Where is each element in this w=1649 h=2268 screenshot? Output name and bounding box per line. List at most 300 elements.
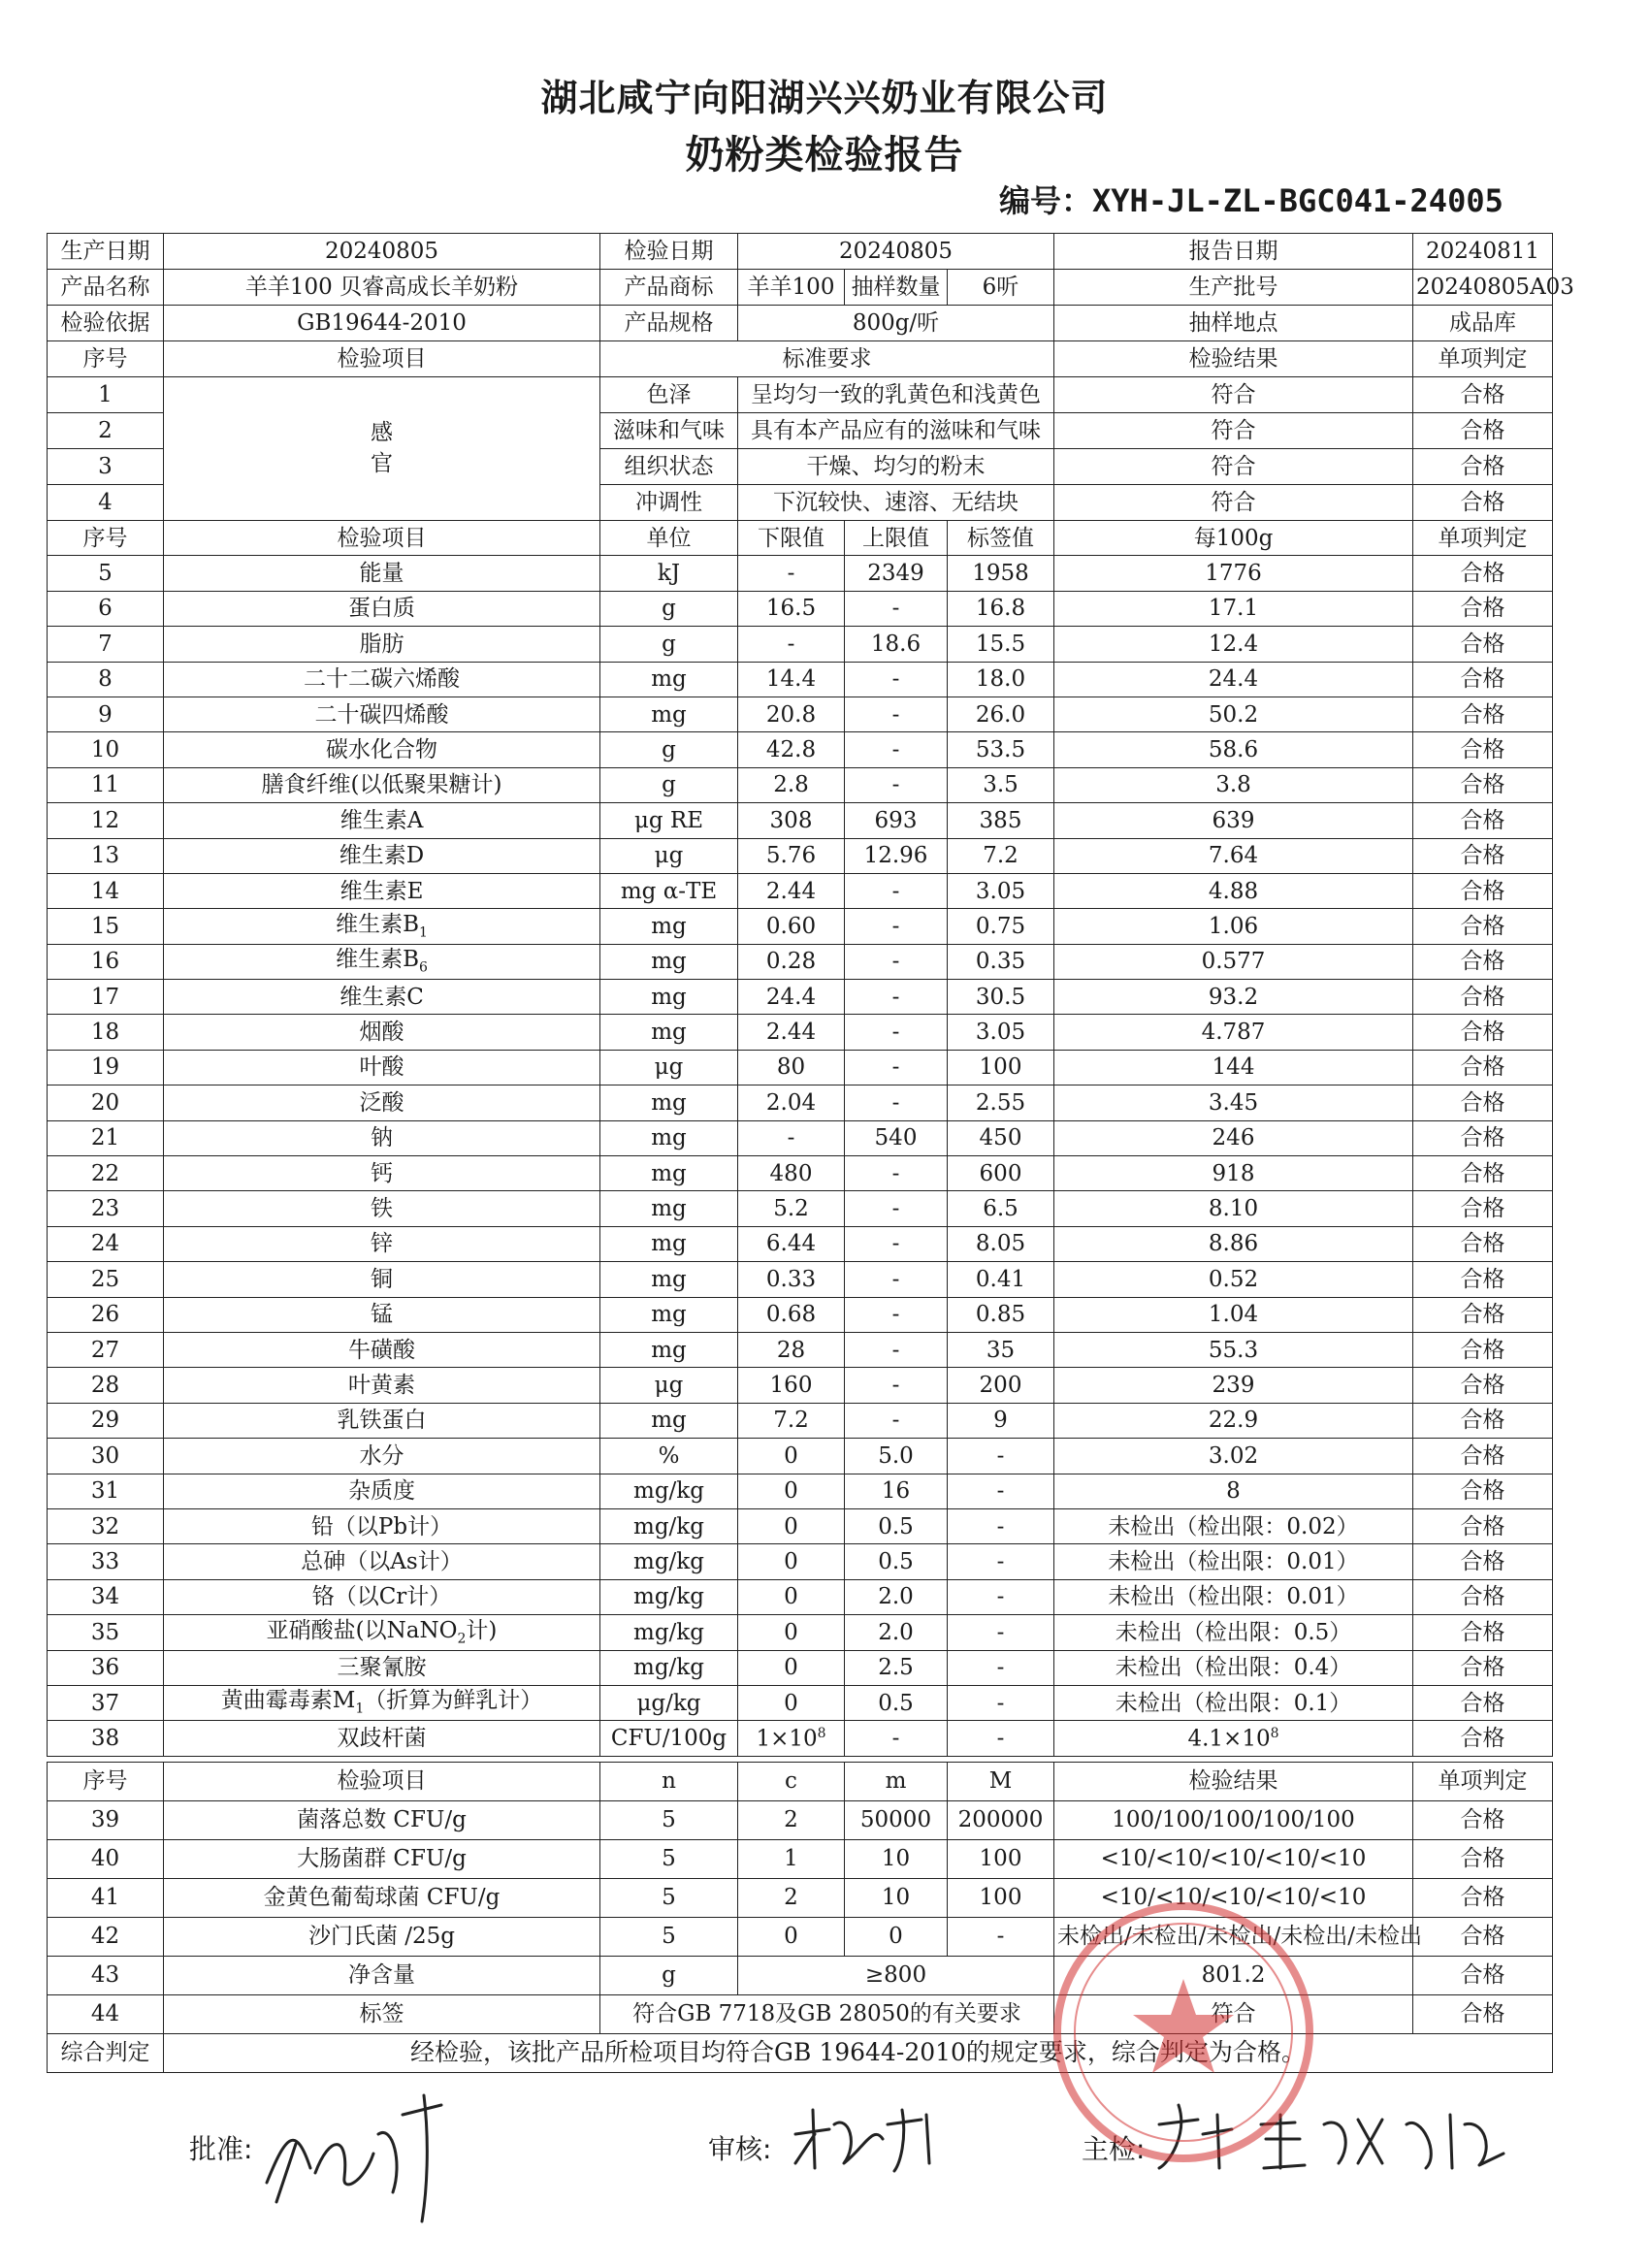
sensory-result: 符合 <box>1054 377 1413 413</box>
nutrient-lower <box>738 980 845 1015</box>
nutrient-per100 <box>1054 697 1413 731</box>
nutrient-row <box>48 1474 1553 1508</box>
nutrient-lower-text: 308 <box>769 807 813 833</box>
sensory-row <box>48 377 1553 413</box>
nutrient-no: 6 <box>48 591 164 626</box>
nutrient-lower-text: - <box>787 631 795 657</box>
nutrient-unit: mg/kg <box>600 1615 738 1650</box>
nutrient-row <box>48 1685 1553 1720</box>
nutrient-per100 <box>1054 1050 1413 1085</box>
nutrient-per100 <box>1054 1508 1413 1543</box>
nutrient-unit: CFU/100g <box>600 1721 738 1756</box>
nutrient-lower <box>738 1650 845 1685</box>
micro-row <box>48 1879 1553 1918</box>
micro-verdict: 合格 <box>1413 1801 1553 1840</box>
nutrient-lower <box>738 873 845 908</box>
inspector-label: 主检: <box>1082 2133 1146 2165</box>
micro-M: 200000 <box>948 1801 1054 1840</box>
nutrient-lower-text: 20.8 <box>765 701 817 728</box>
nutrient-verdict: 合格 <box>1413 732 1553 767</box>
nutrient-label-value: - <box>948 1508 1054 1543</box>
micro-header-M: M <box>948 1763 1054 1801</box>
nutrient-no: 34 <box>48 1579 164 1614</box>
production-date-label: 生产日期 <box>48 234 164 270</box>
nutrient-item-text: 黄曲霉毒素M <box>220 1688 356 1714</box>
sensory-attr: 冲调性 <box>600 485 738 521</box>
nutrient-verdict: 合格 <box>1413 627 1553 662</box>
nutrient-lower <box>738 1368 845 1403</box>
nutrient-lower-text: 28 <box>776 1337 806 1363</box>
nutrient-item <box>164 1120 600 1155</box>
nutrient-per100 <box>1054 1474 1413 1508</box>
nutrient-label-value: 3.05 <box>948 873 1054 908</box>
sensory-header-standard: 标准要求 <box>600 341 1054 377</box>
nutrient-row <box>48 1615 1553 1650</box>
nutrient-no: 36 <box>48 1650 164 1685</box>
micro-m: 50000 <box>845 1801 948 1840</box>
nutrient-label-value: 600 <box>948 1156 1054 1191</box>
nutrient-item <box>164 1262 600 1297</box>
nutrient-upper: - <box>845 732 948 767</box>
nutrient-per100-text: 918 <box>1212 1160 1255 1186</box>
sensory-header-no: 序号 <box>48 341 164 377</box>
nutrient-row <box>48 838 1553 873</box>
nutrient-header-lower: 下限值 <box>738 521 845 556</box>
nutrient-item <box>164 1085 600 1120</box>
labeling-item: 标签 <box>164 1995 600 2034</box>
nutrient-upper: - <box>845 767 948 802</box>
nutrient-unit: mg <box>600 909 738 944</box>
nutrient-verdict: 合格 <box>1413 767 1553 802</box>
nutrient-lower-text: 0 <box>784 1584 798 1610</box>
nutrient-row <box>48 1439 1553 1474</box>
nutrient-row <box>48 1226 1553 1261</box>
nutrient-upper: - <box>845 1050 948 1085</box>
nutrient-upper: 12.96 <box>845 838 948 873</box>
nutrient-item-subscript: 2 <box>457 1631 467 1647</box>
nutrient-unit: mg <box>600 1191 738 1226</box>
nutrient-per100 <box>1054 1615 1413 1650</box>
net-content-row <box>48 1957 1553 1995</box>
nutrient-upper: - <box>845 1368 948 1403</box>
nutrient-lower-text: 14.4 <box>765 666 817 693</box>
nutrient-lower-text: 80 <box>776 1054 806 1081</box>
micro-no: 40 <box>48 1840 164 1879</box>
nutrient-upper: - <box>845 980 948 1015</box>
nutrient-unit: mg/kg <box>600 1650 738 1685</box>
sensory-req: 下沉较快、速溶、无结块 <box>738 485 1054 521</box>
nutrient-row <box>48 944 1553 979</box>
nutrient-per100 <box>1054 909 1413 944</box>
nutrient-item-text: 碳水化合物 <box>326 736 437 762</box>
nutrient-item <box>164 1439 600 1474</box>
nutrient-row <box>48 803 1553 838</box>
nutrient-item-text: 维生素B <box>336 947 419 973</box>
conclusion-text: 经检验，该批产品所检项目均符合GB 19644-2010的规定要求，综合判定为合格。 <box>164 2034 1553 2073</box>
nutrient-label-value: - <box>948 1544 1054 1579</box>
company-seal <box>1048 1896 1319 2168</box>
nutrient-item <box>164 1015 600 1050</box>
sensory-no: 2 <box>48 413 164 449</box>
nutrient-upper: 0.5 <box>845 1544 948 1579</box>
nutrient-item-text: 叶酸 <box>359 1054 404 1081</box>
nutrient-per100 <box>1054 1368 1413 1403</box>
sensory-req: 干燥、均匀的粉末 <box>738 449 1054 485</box>
sensory-result: 符合 <box>1054 413 1413 449</box>
net-no: 43 <box>48 1957 164 1995</box>
inspection-date-label: 检验日期 <box>600 234 738 270</box>
nutrient-verdict: 合格 <box>1413 1332 1553 1367</box>
nutrient-item-text: 铬（以Cr计） <box>311 1584 452 1610</box>
nutrient-lower <box>738 1156 845 1191</box>
nutrient-unit: mg/kg <box>600 1579 738 1614</box>
micro-c: 2 <box>738 1879 845 1918</box>
nutrient-item <box>164 732 600 767</box>
micro-result: <10/<10/<10/<10/<10 <box>1054 1840 1413 1879</box>
nutrient-per100 <box>1054 1544 1413 1579</box>
nutrient-per100 <box>1054 627 1413 662</box>
nutrient-per100 <box>1054 1015 1413 1050</box>
nutrient-lower-superscript: 8 <box>817 1725 826 1741</box>
micro-item: 菌落总数 CFU/g <box>164 1801 600 1840</box>
nutrient-verdict: 合格 <box>1413 1368 1553 1403</box>
nutrient-no: 5 <box>48 556 164 591</box>
nutrient-per100 <box>1054 1226 1413 1261</box>
approver-signature <box>257 2076 480 2231</box>
nutrient-verdict: 合格 <box>1413 1120 1553 1155</box>
nutrient-per100-text: 4.1×10 <box>1187 1726 1271 1752</box>
nutrient-upper: - <box>845 1226 948 1261</box>
nutrient-unit: mg <box>600 1332 738 1367</box>
nutrient-item-text: 维生素C <box>340 984 424 1010</box>
nutrient-unit: mg <box>600 1156 738 1191</box>
nutrient-per100-text: 0.577 <box>1201 949 1266 975</box>
nutrient-item <box>164 873 600 908</box>
nutrient-lower-text: 0.68 <box>765 1302 817 1328</box>
sensory-verdict: 合格 <box>1413 449 1553 485</box>
nutrient-verdict: 合格 <box>1413 873 1553 908</box>
nutrient-per100-text: 未检出（检出限：0.01） <box>1108 1548 1359 1574</box>
nutrient-item <box>164 1156 600 1191</box>
nutrient-lower <box>738 944 845 979</box>
nutrient-verdict: 合格 <box>1413 1508 1553 1543</box>
nutrient-row <box>48 732 1553 767</box>
nutrient-lower-text: - <box>787 1125 795 1151</box>
nutrient-lower <box>738 1015 845 1050</box>
micro-c: 1 <box>738 1840 845 1879</box>
nutrient-item <box>164 1615 600 1650</box>
report-date: 20240811 <box>1413 234 1553 270</box>
nutrient-item-text: 叶黄素 <box>348 1373 415 1398</box>
nutrient-unit: mg <box>600 1226 738 1261</box>
nutrient-no: 28 <box>48 1368 164 1403</box>
nutrient-per100-text: 未检出（检出限：0.5） <box>1115 1619 1352 1645</box>
nutrient-no: 8 <box>48 662 164 697</box>
nutrient-item-tail: （折算为鲜乳计） <box>364 1688 543 1714</box>
nutrient-header-unit: 单位 <box>600 521 738 556</box>
nutrient-header-label: 标签值 <box>948 521 1054 556</box>
nutrient-no: 19 <box>48 1050 164 1085</box>
nutrient-unit: mg/kg <box>600 1544 738 1579</box>
nutrient-unit: μg <box>600 1050 738 1085</box>
nutrient-upper: - <box>845 1015 948 1050</box>
nutrient-no: 20 <box>48 1085 164 1120</box>
micro-header-m: m <box>845 1763 948 1801</box>
micro-table <box>47 1762 1553 2073</box>
sensory-group-label <box>164 377 600 521</box>
nutrient-header-upper: 上限值 <box>845 521 948 556</box>
nutrient-verdict: 合格 <box>1413 944 1553 979</box>
nutrient-label-value: 0.85 <box>948 1297 1054 1332</box>
nutrient-no: 30 <box>48 1439 164 1474</box>
nutrient-per100-text: 未检出（检出限：0.01） <box>1108 1584 1359 1610</box>
nutrient-label-value: 35 <box>948 1332 1054 1367</box>
nutrient-upper: 18.6 <box>845 627 948 662</box>
nutrient-per100-text: 0.52 <box>1208 1266 1259 1292</box>
nutrient-verdict: 合格 <box>1413 1721 1553 1756</box>
nutrient-lower <box>738 1050 845 1085</box>
approver-label: 批准: <box>189 2133 253 2165</box>
micro-no: 41 <box>48 1879 164 1918</box>
nutrient-lower <box>738 662 845 697</box>
nutrient-table <box>47 520 1553 1757</box>
nutrient-item <box>164 556 600 591</box>
sensory-no: 1 <box>48 377 164 413</box>
nutrient-no: 13 <box>48 838 164 873</box>
sampling-place-label: 抽样地点 <box>1054 306 1413 341</box>
nutrient-verdict: 合格 <box>1413 1085 1553 1120</box>
nutrient-upper: 5.0 <box>845 1439 948 1474</box>
nutrient-item-text: 铜 <box>371 1266 393 1292</box>
nutrient-row <box>48 556 1553 591</box>
nutrient-per100 <box>1054 980 1413 1015</box>
nutrient-item-text: 总砷（以As计） <box>301 1548 463 1574</box>
nutrient-no: 17 <box>48 980 164 1015</box>
nutrient-upper: 16 <box>845 1474 948 1508</box>
nutrient-upper: 2.5 <box>845 1650 948 1685</box>
nutrient-verdict: 合格 <box>1413 1015 1553 1050</box>
sensory-verdict: 合格 <box>1413 413 1553 449</box>
nutrient-per100 <box>1054 1439 1413 1474</box>
nutrient-per100-text: 7.64 <box>1208 843 1259 869</box>
sensory-result: 符合 <box>1054 449 1413 485</box>
sensory-attr: 色泽 <box>600 377 738 413</box>
nutrient-row <box>48 873 1553 908</box>
sensory-no: 3 <box>48 449 164 485</box>
nutrient-verdict: 合格 <box>1413 662 1553 697</box>
nutrient-lower <box>738 909 845 944</box>
net-item: 净含量 <box>164 1957 600 1995</box>
nutrient-label-value: 2.55 <box>948 1085 1054 1120</box>
nutrient-per100 <box>1054 1191 1413 1226</box>
nutrient-verdict: 合格 <box>1413 1156 1553 1191</box>
nutrient-lower-text: 42.8 <box>765 736 817 762</box>
nutrient-lower-text: 160 <box>769 1373 813 1398</box>
nutrient-item-text: 维生素B <box>336 911 419 937</box>
micro-header-verdict: 单项判定 <box>1413 1763 1553 1801</box>
nutrient-verdict: 合格 <box>1413 803 1553 838</box>
nutrient-upper: - <box>845 909 948 944</box>
basis-label: 检验依据 <box>48 306 164 341</box>
micro-result: <10/<10/<10/<10/<10 <box>1054 1879 1413 1918</box>
nutrient-item-text: 维生素E <box>340 878 424 904</box>
nutrient-row <box>48 1015 1553 1050</box>
micro-M: 100 <box>948 1840 1054 1879</box>
nutrient-label-value: 8.05 <box>948 1226 1054 1261</box>
nutrient-lower <box>738 1508 845 1543</box>
nutrient-unit: μg RE <box>600 803 738 838</box>
company-name: 湖北咸宁向阳湖兴兴奶业有限公司 <box>540 77 1109 119</box>
report-title: 奶粉类检验报告 <box>685 133 964 178</box>
product-name: 羊羊100 贝睿高成长羊奶粉 <box>164 270 600 306</box>
micro-row <box>48 1840 1553 1879</box>
inspection-date: 20240805 <box>738 234 1054 270</box>
nutrient-row <box>48 627 1553 662</box>
nutrient-no: 9 <box>48 697 164 731</box>
nutrient-per100-text: 58.6 <box>1208 736 1259 762</box>
nutrient-item-text: 铁 <box>371 1196 393 1222</box>
nutrient-upper: - <box>845 1262 948 1297</box>
micro-header-no: 序号 <box>48 1763 164 1801</box>
micro-no: 39 <box>48 1801 164 1840</box>
nutrient-lower <box>738 1120 845 1155</box>
nutrient-unit: mg <box>600 1262 738 1297</box>
nutrient-no: 32 <box>48 1508 164 1543</box>
nutrient-item-text: 乳铁蛋白 <box>337 1408 427 1434</box>
nutrient-per100 <box>1054 803 1413 838</box>
nutrient-lower-text: - <box>787 561 795 587</box>
nutrient-no: 7 <box>48 627 164 662</box>
nutrient-item <box>164 909 600 944</box>
nutrient-per100-text: 未检出（检出限：0.02） <box>1108 1513 1359 1539</box>
nutrient-item-text: 能量 <box>359 561 404 587</box>
nutrient-no: 18 <box>48 1015 164 1050</box>
nutrient-per100 <box>1054 662 1413 697</box>
reviewer-signature <box>786 2095 951 2183</box>
micro-header-result: 检验结果 <box>1054 1763 1413 1801</box>
nutrient-per100-text: 1776 <box>1205 561 1262 587</box>
sample-qty: 6听 <box>948 270 1054 306</box>
nutrient-lower-text: 0.28 <box>765 949 817 975</box>
nutrient-verdict: 合格 <box>1413 838 1553 873</box>
nutrient-label-value: - <box>948 1439 1054 1474</box>
nutrient-per100 <box>1054 873 1413 908</box>
nutrient-row <box>48 1050 1553 1085</box>
nutrient-unit: mg <box>600 1120 738 1155</box>
nutrient-row <box>48 1368 1553 1403</box>
micro-n: 5 <box>600 1918 738 1957</box>
spec: 800g/听 <box>738 306 1054 341</box>
nutrient-item-text: 膳食纤维(以低聚果糖计) <box>261 772 502 798</box>
nutrient-per100 <box>1054 1403 1413 1438</box>
nutrient-item-text: 维生素A <box>340 807 424 833</box>
nutrient-per100-text: 50.2 <box>1208 701 1259 728</box>
nutrient-label-value: 450 <box>948 1120 1054 1155</box>
nutrient-item <box>164 1297 600 1332</box>
nutrient-verdict: 合格 <box>1413 1650 1553 1685</box>
nutrient-per100 <box>1054 1085 1413 1120</box>
nutrient-lower <box>738 1721 845 1756</box>
nutrient-verdict: 合格 <box>1413 1474 1553 1508</box>
nutrient-unit: g <box>600 591 738 626</box>
micro-m: 10 <box>845 1840 948 1879</box>
nutrient-lower <box>738 1439 845 1474</box>
nutrient-lower-text: 7.2 <box>773 1408 809 1434</box>
nutrient-item <box>164 1332 600 1367</box>
nutrient-row <box>48 1262 1553 1297</box>
sample-qty-label: 抽样数量 <box>845 270 948 306</box>
nutrient-verdict: 合格 <box>1413 1685 1553 1720</box>
nutrient-item-subscript: 1 <box>418 924 428 941</box>
labeling-verdict: 合格 <box>1413 1995 1553 2034</box>
nutrient-per100-text: 12.4 <box>1208 631 1259 657</box>
nutrient-per100 <box>1054 1156 1413 1191</box>
nutrient-item <box>164 1544 600 1579</box>
nutrient-unit: μg <box>600 838 738 873</box>
sensory-header-item: 检验项目 <box>164 341 600 377</box>
nutrient-item <box>164 662 600 697</box>
nutrient-per100 <box>1054 944 1413 979</box>
sensory-no: 4 <box>48 485 164 521</box>
sensory-result: 符合 <box>1054 485 1413 521</box>
nutrient-lower-text: 0 <box>784 1548 798 1574</box>
net-result: 801.2 <box>1054 1957 1413 1995</box>
micro-item: 沙门氏菌 /25g <box>164 1918 600 1957</box>
nutrient-upper: - <box>845 1156 948 1191</box>
nutrient-verdict: 合格 <box>1413 556 1553 591</box>
nutrient-no: 33 <box>48 1544 164 1579</box>
nutrient-unit: kJ <box>600 556 738 591</box>
nutrient-per100 <box>1054 1262 1413 1297</box>
nutrient-no: 27 <box>48 1332 164 1367</box>
nutrient-item-text: 双歧杆菌 <box>337 1725 427 1751</box>
nutrient-per100-text: 8.10 <box>1208 1196 1259 1222</box>
conclusion-row <box>48 2034 1553 2073</box>
nutrient-row <box>48 767 1553 802</box>
nutrient-verdict: 合格 <box>1413 1544 1553 1579</box>
nutrient-per100 <box>1054 1297 1413 1332</box>
sensory-req: 具有本产品应有的滋味和气味 <box>738 413 1054 449</box>
nutrient-lower-text: 5.76 <box>765 843 817 869</box>
nutrient-item-text: 脂肪 <box>359 631 404 657</box>
nutrient-per100-text: 239 <box>1212 1373 1255 1398</box>
nutrient-row <box>48 980 1553 1015</box>
nutrient-no: 11 <box>48 767 164 802</box>
nutrient-lower-text: 0 <box>784 1655 798 1681</box>
nutrient-per100-text: 3.02 <box>1208 1442 1259 1469</box>
nutrient-lower-text: 0 <box>784 1690 798 1716</box>
nutrient-lower <box>738 1332 845 1367</box>
nutrient-lower-text: 0 <box>784 1513 798 1539</box>
nutrient-lower-text: 16.5 <box>765 596 817 622</box>
nutrient-label-value: 15.5 <box>948 627 1054 662</box>
nutrient-per100 <box>1054 591 1413 626</box>
nutrient-row <box>48 1297 1553 1332</box>
nutrient-item-text: 牛磺酸 <box>348 1337 415 1363</box>
nutrient-verdict: 合格 <box>1413 1579 1553 1614</box>
nutrient-item <box>164 1368 600 1403</box>
nutrient-per100-text: 17.1 <box>1208 596 1259 622</box>
nutrient-lower <box>738 838 845 873</box>
nutrient-no: 12 <box>48 803 164 838</box>
nutrient-row <box>48 1721 1553 1756</box>
production-date: 20240805 <box>164 234 600 270</box>
nutrient-label-value: 385 <box>948 803 1054 838</box>
report-number-label: 编号： <box>999 182 1093 219</box>
nutrient-upper: 0.5 <box>845 1685 948 1720</box>
nutrient-item <box>164 944 600 979</box>
nutrient-upper: - <box>845 1191 948 1226</box>
